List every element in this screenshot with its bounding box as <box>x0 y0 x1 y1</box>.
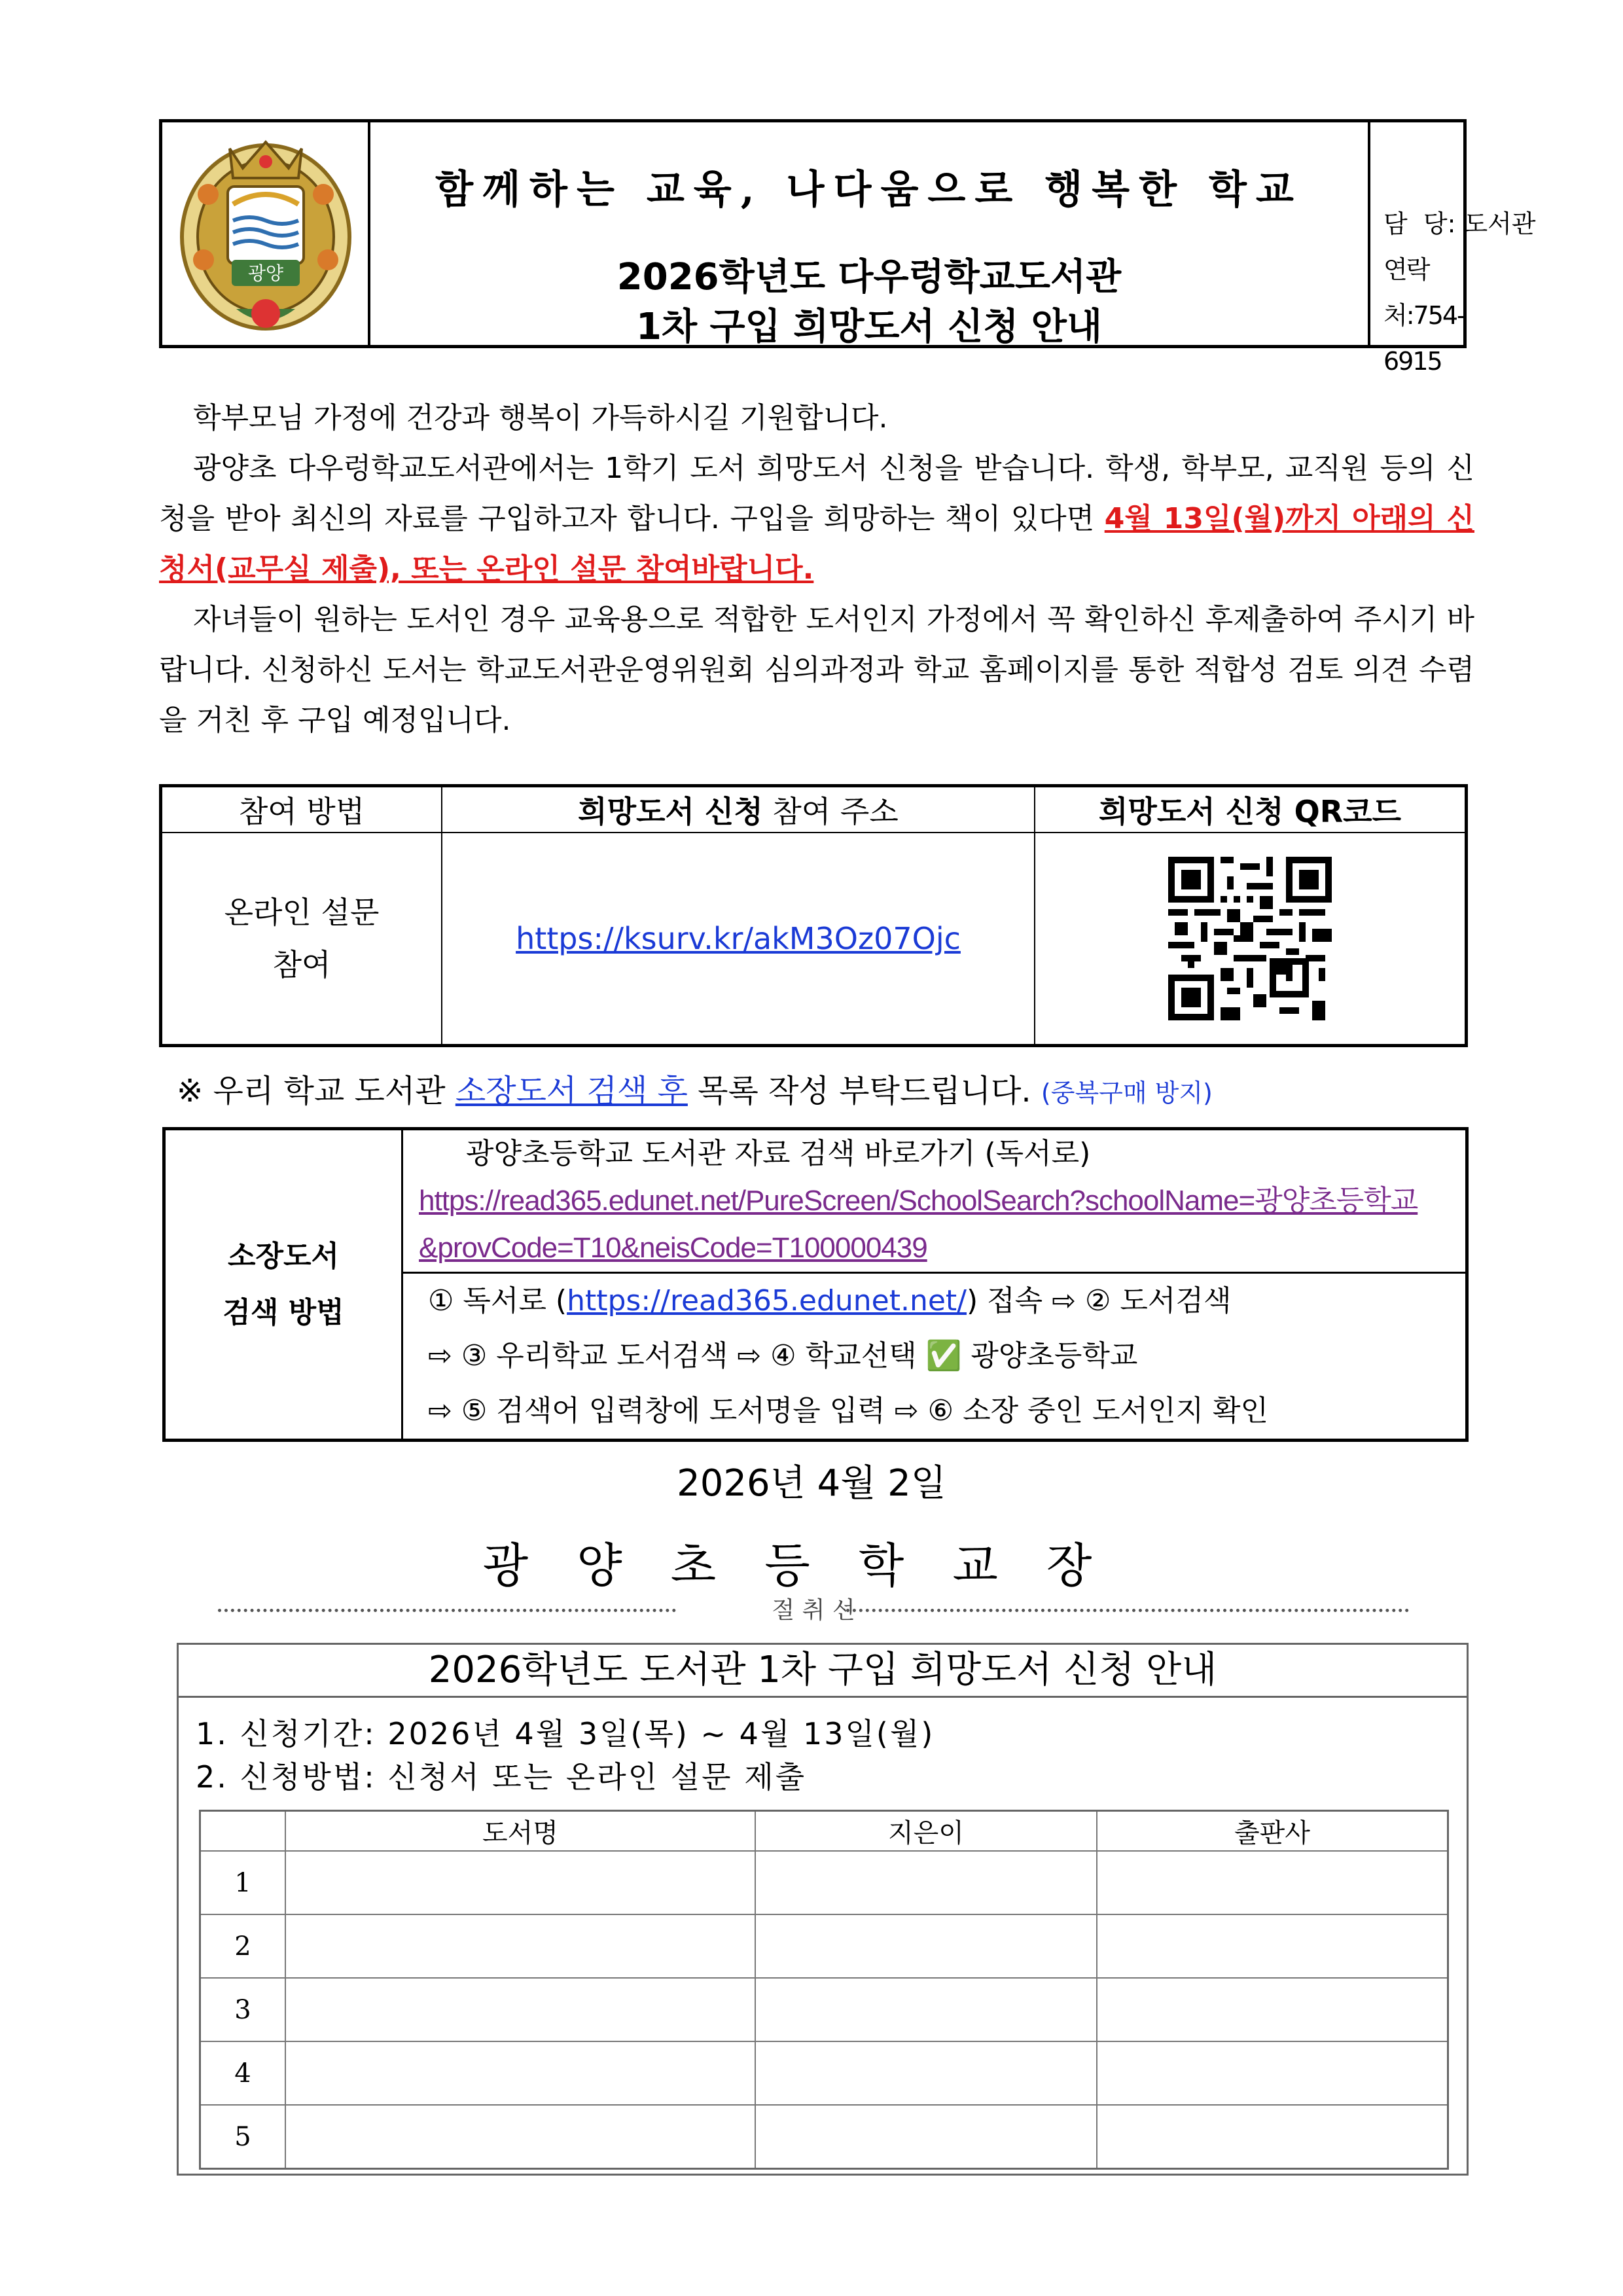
search-label-line2: 검색 방법 <box>223 1295 344 1329</box>
table-row <box>200 1914 1448 1978</box>
application-form <box>177 1643 1469 2176</box>
qr-header: 희망도서 신청 QR코드 <box>1035 786 1467 833</box>
read365-home-link[interactable]: https://read365.edunet.net/ <box>567 1284 967 1318</box>
address-header <box>442 786 1035 833</box>
holdings-search-link[interactable]: 소장도서 검색 후 <box>455 1073 688 1109</box>
row-number: 4 <box>200 2041 286 2105</box>
number-header <box>200 1811 286 1852</box>
book-title-input[interactable] <box>285 2041 755 2105</box>
row-number: 2 <box>200 1914 286 1978</box>
contact-cell <box>1370 122 1536 376</box>
notice-title-line1: 2026학년도 다우렁학교도서관 <box>616 256 1122 298</box>
application-period: 1. 신청기간: 2026년 4월 3일(목) ~ 4월 13일(월) <box>196 1716 935 1751</box>
principal-signature: 광양초등학교장 <box>482 1538 1141 1593</box>
search-method-table <box>162 1127 1469 1442</box>
school-slogan: 함께하는 교육, 나다움으로 행복한 학교 <box>435 167 1303 213</box>
duplicate-prevention-note: (중복구매 방지) <box>1041 1079 1213 1107</box>
search-steps-cell <box>402 1273 1467 1441</box>
school-emblem-icon <box>168 122 364 345</box>
author-input[interactable] <box>755 2105 1097 2169</box>
row-number: 5 <box>200 2105 286 2169</box>
svg-text:광양: 광양 <box>247 262 284 284</box>
method-header: 참여 방법 <box>161 786 442 833</box>
qr-code-icon[interactable] <box>1168 857 1332 1020</box>
search-label-line1: 소장도서 <box>227 1239 339 1273</box>
row-number: 3 <box>200 1978 286 2041</box>
table-row <box>200 2105 1448 2169</box>
book-title-input[interactable] <box>285 2105 755 2169</box>
publisher-input[interactable] <box>1097 2105 1448 2169</box>
search-step-2 <box>428 1329 1465 1384</box>
step1-suffix: ) 접속 ⇨ ② 도서검색 <box>967 1284 1232 1318</box>
participation-table-row <box>161 833 1467 1046</box>
table-row <box>200 2041 1448 2105</box>
method-line2: 참여 <box>272 947 331 982</box>
step1-prefix: ① 독서로 ( <box>428 1284 567 1318</box>
read365-url-line2: &provCode=T10&neisCode=T100000439 <box>419 1232 927 1264</box>
participation-table <box>159 784 1468 1047</box>
method-cell <box>161 833 442 1046</box>
book-table-header <box>200 1811 1448 1852</box>
notice-prefix: ※ 우리 학교 도서관 <box>177 1073 455 1109</box>
book-title-input[interactable] <box>285 1851 755 1914</box>
search-notice <box>177 1066 1213 1111</box>
notice-suffix: 목록 작성 부탁드립니다. <box>687 1073 1041 1109</box>
participation-table-header <box>161 786 1467 833</box>
author-input[interactable] <box>755 2041 1097 2105</box>
book-request-table <box>199 1810 1449 2170</box>
step2-suffix: 광양초등학교 <box>961 1339 1138 1372</box>
method-line1: 온라인 설문 <box>224 895 380 930</box>
publisher-input[interactable] <box>1097 1978 1448 2041</box>
title-cell <box>370 122 1370 348</box>
intro-text: 광양초 다우렁학교도서관에서는 1학기 도서 희망도서 신청을 받습니다. 학생, 학부모, 교직원 등의 신청을 받아 최신의 자료를 구입하고자 합니다. 구입을 희망하는 책이 있다면 <box>159 452 1474 535</box>
publisher-input[interactable] <box>1097 2041 1448 2105</box>
form-title: 2026학년도 도서관 1차 구입 희망도서 신청 안내 <box>179 1645 1467 1698</box>
contact-person: 담 당: 도서관 <box>1383 209 1536 238</box>
read365-search-link[interactable] <box>419 1177 1465 1272</box>
search-method-label <box>164 1129 402 1441</box>
shortcut-title: 광양초등학교 도서관 자료 검색 바로가기 (독서로) <box>466 1137 1091 1170</box>
checkbox-checked-icon: ✅ <box>925 1339 962 1372</box>
cut-line-right-dots <box>846 1609 1409 1612</box>
book-title-input[interactable] <box>285 1914 755 1978</box>
author-input[interactable] <box>755 1851 1097 1914</box>
title-header: 도서명 <box>285 1811 755 1852</box>
search-step-1 <box>428 1274 1465 1329</box>
greeting-paragraph: 학부모님 가정에 건강과 행복이 가득하시길 기원합니다. <box>193 401 888 435</box>
author-header: 지은이 <box>755 1811 1097 1852</box>
address-cell <box>442 833 1035 1046</box>
author-input[interactable] <box>755 1978 1097 2041</box>
table-row <box>200 1851 1448 1914</box>
cut-line-left-dots <box>218 1609 676 1612</box>
logo-cell <box>162 122 370 345</box>
qr-cell <box>1035 833 1467 1046</box>
deadline-highlight: 4월 13일(월)까지 아래의 신청서(교무실 제출), 또는 온라인 설문 참여바랍니다. <box>159 502 1474 586</box>
search-step-3: ⇨ ⑤ 검색어 입력창에 도서명을 입력 ⇨ ⑥ 소장 중인 도서인지 확인 <box>428 1394 1269 1427</box>
notice-title-line2: 1차 구입 희망도서 신청 안내 <box>635 306 1102 348</box>
notice-date: 2026년 4월 2일 <box>677 1462 946 1505</box>
table-row <box>200 1978 1448 2041</box>
cut-line-label: 절 취 선 <box>772 1597 855 1624</box>
address-header-bold: 희망도서 신청 <box>578 794 763 829</box>
review-paragraph: 자녀들이 원하는 도서인 경우 교육용으로 적합한 도서인지 가정에서 꼭 확인하신 후제출하여 주시기 바랍니다. 신청하신 도서는 학교도서관운영위원회 심의과정과 학교 홈페이지를 통한 적합성 검토 의견 수렴을 거친 후 구입 예정입니다. <box>159 603 1474 737</box>
contact-phone: 연락처:754-6915 <box>1383 255 1465 376</box>
book-title-input[interactable] <box>285 1978 755 2041</box>
cut-line <box>218 1592 1409 1625</box>
publisher-input[interactable] <box>1097 1914 1448 1978</box>
publisher-input[interactable] <box>1097 1851 1448 1914</box>
application-method: 2. 신청방법: 신청서 또는 온라인 설문 제출 <box>196 1759 807 1795</box>
author-input[interactable] <box>755 1914 1097 1978</box>
header-box <box>159 119 1536 376</box>
address-header-rest: 참여 주소 <box>762 794 899 829</box>
row-number: 1 <box>200 1851 286 1914</box>
publisher-header: 출판사 <box>1097 1811 1448 1852</box>
read365-url-line1: https://read365.edunet.net/PureScreen/SchoolSearch?schoolName=광양초등학교 <box>419 1185 1418 1217</box>
intro-paragraph <box>159 443 1474 594</box>
shortcut-cell <box>402 1129 1467 1273</box>
step2-prefix: ⇨ ③ 우리학교 도서검색 ⇨ ④ 학교선택 <box>428 1339 926 1372</box>
survey-link[interactable]: https://ksurv.kr/akM3Oz07Ojc <box>516 921 961 956</box>
